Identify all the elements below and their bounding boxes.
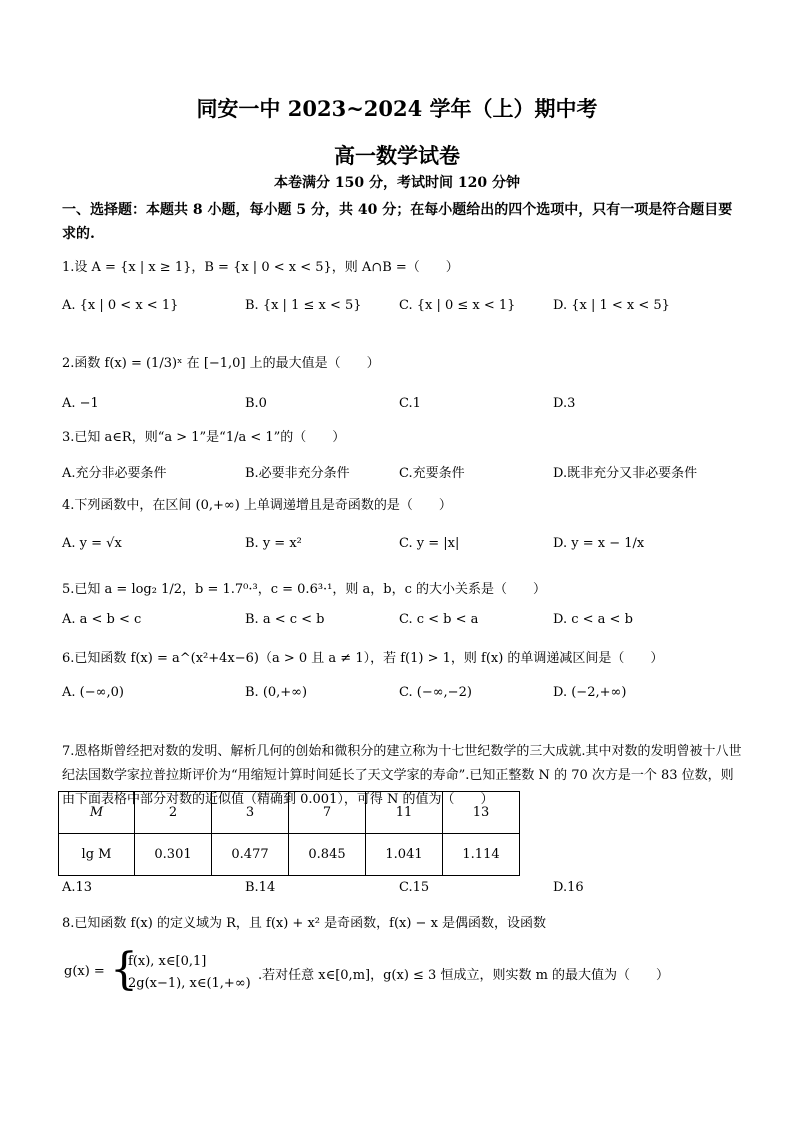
table-header-cell: 13 <box>443 792 520 834</box>
table-cell: 1.041 <box>366 834 443 876</box>
question-4-option-b: B. y = x² <box>245 536 302 551</box>
table-header-cell: 11 <box>366 792 443 834</box>
piecewise-brace: { <box>110 944 138 995</box>
question-2-option-b: B.0 <box>245 396 267 411</box>
question-3-option-c: C.充要条件 <box>399 466 465 481</box>
question-2-option-c: C.1 <box>399 396 421 411</box>
question-2-option-a: A. −1 <box>62 396 99 411</box>
table-row <box>59 834 520 876</box>
table-header-cell: 2 <box>135 792 212 834</box>
question-1-option-d: D. {x | 1 < x < 5} <box>553 298 670 313</box>
question-6-option-a: A. (−∞,0) <box>62 685 124 700</box>
table-row <box>59 792 520 834</box>
question-3-stem: 3.已知 a∈R，则“a > 1”是“1/a < 1”的（ ） <box>62 430 346 445</box>
question-6-option-b: B. (0,+∞) <box>245 685 308 700</box>
question-3-option-d: D.既非充分又非必要条件 <box>553 466 698 481</box>
table-cell: 1.114 <box>443 834 520 876</box>
question-3-option-a: A.充分非必要条件 <box>62 466 167 481</box>
exam-subtitle: 高一数学试卷 <box>334 143 460 168</box>
question-2-stem: 2.函数 f(x) = (1/3)ˣ 在 [−1,0] 上的最大值是（ ） <box>62 356 380 371</box>
question-3-option-b: B.必要非充分条件 <box>245 466 350 481</box>
question-4-option-a: A. y = √x <box>62 536 122 551</box>
question-6-option-d: D. (−2,+∞) <box>553 685 627 700</box>
question-5-option-a: A. a < b < c <box>62 612 142 627</box>
question-1-option-c: C. {x | 0 ≤ x < 1} <box>399 298 516 313</box>
q8-condition: .若对任意 x∈[0,m]，g(x) ≤ 3 恒成立，则实数 m 的最大值为（ ） <box>258 968 670 983</box>
question-4-stem: 4.下列函数中，在区间 (0,+∞) 上单调递增且是奇函数的是（ ） <box>62 498 452 513</box>
table-cell: 0.301 <box>135 834 212 876</box>
question-1-option-b: B. {x | 1 ≤ x < 5} <box>245 298 362 313</box>
question-7-option-d: D.16 <box>553 880 584 895</box>
question-7-option-b: B.14 <box>245 880 276 895</box>
exam-title: 同安一中 2023~2024 学年（上）期中考 <box>196 96 598 121</box>
question-2-option-d: D.3 <box>553 396 576 411</box>
table-header-cell: 7 <box>289 792 366 834</box>
table-cell: 0.845 <box>289 834 366 876</box>
table-cell: 0.477 <box>212 834 289 876</box>
question-5-stem: 5.已知 a = log₂ 1/2，b = 1.7⁰·³，c = 0.6³·¹，则 a，b，c 的大小关系是（ ） <box>62 582 547 597</box>
log-table <box>58 791 520 876</box>
question-7-stem: 7.恩格斯曾经把对数的发明、解析几何的创始和微积分的建立称为十七世纪数学的三大成就.其中对数的发明曾被十八世纪法国数学家拉普拉斯评价为“用缩短计算时间延长了天文学家的寿命”.已知正整数 N 的 70 次方是一个 83 位数，则由下面表格中部分对数的近似值（精确到 0.001），可得 N 的值为（ ） <box>62 744 742 807</box>
question-4-option-c: C. y = |x| <box>399 536 460 551</box>
q8-function-name: g(x) = <box>64 964 105 979</box>
exam-note: 本卷满分 150 分，考试时间 120 分钟 <box>274 175 520 191</box>
question-6-stem: 6.已知函数 f(x) = a^(x²+4x−6)（a > 0 且 a ≠ 1），若 f(1) > 1，则 f(x) 的单调递减区间是（ ） <box>62 651 664 666</box>
question-6-option-c: C. (−∞,−2) <box>399 685 472 700</box>
question-1-stem: 1.设 A = {x | x ≥ 1}，B = {x | 0 < x < 5}，则 A∩B =（ ） <box>62 260 459 275</box>
section-heading: 一、选择题：本题共 8 小题，每小题 5 分，共 40 分；在每小题给出的四个选项中，只有一项是符合题目要求的. <box>62 202 733 242</box>
question-5-option-c: C. c < b < a <box>399 612 479 627</box>
question-4-option-d: D. y = x − 1/x <box>553 536 645 551</box>
table-header-cell: 3 <box>212 792 289 834</box>
question-1-option-a: A. {x | 0 < x < 1} <box>62 298 179 313</box>
question-7-option-c: C.15 <box>399 880 430 895</box>
question-7-option-a: A.13 <box>62 880 93 895</box>
q8-case-2: 2g(x−1), x∈(1,+∞) <box>128 976 251 991</box>
question-8-stem: 8.已知函数 f(x) 的定义域为 R，且 f(x) + x² 是奇函数，f(x) − x 是偶函数，设函数 <box>62 916 547 931</box>
table-header-cell: M <box>59 792 135 834</box>
table-cell: lg M <box>59 834 135 876</box>
question-5-option-b: B. a < c < b <box>245 612 325 627</box>
question-5-option-d: D. c < a < b <box>553 612 633 627</box>
q8-case-1: f(x), x∈[0,1] <box>128 954 207 969</box>
